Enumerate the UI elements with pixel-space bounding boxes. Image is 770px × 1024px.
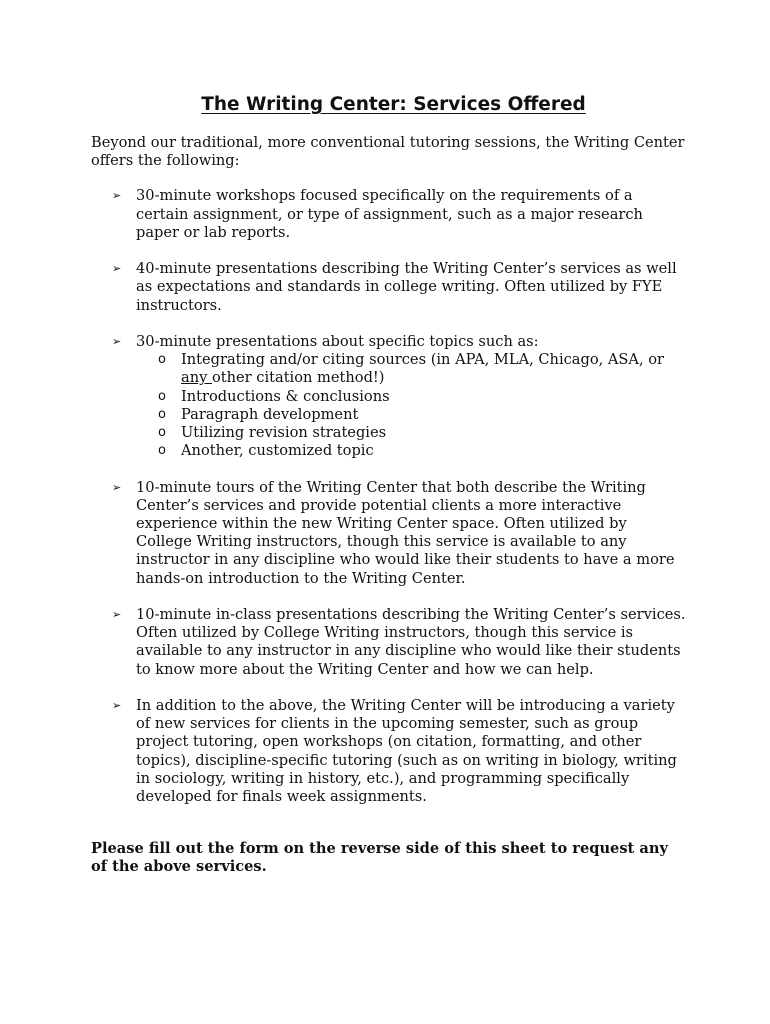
list-item — [91, 187, 686, 242]
circle-bullet-icon: o — [158, 425, 166, 441]
services-list — [91, 187, 686, 806]
list-item — [91, 606, 686, 679]
topic-text-underlined: any — [181, 369, 212, 387]
topic-text: Utilizing revision strategies — [181, 424, 387, 442]
topic-item — [136, 442, 686, 460]
service-text: 10-minute tours of the Writing Center that both describe the Writing Center’s services and provide potential clients a more interactive experience within the new Writing Center space. Often utilized by College Writing instructors, though this service is available to any instructor in any discipline who would like their students to have a more hands-on introduction to the Writing Center. — [136, 478, 675, 587]
list-item — [91, 697, 686, 806]
service-text: In addition to the above, the Writing Center will be introducing a variety of new services for clients in the upcoming semester, such as group project tutoring, open workshops (on citation, formatting, and other topics), discipline-specific tutoring (such as on writing in biology, writing in sociology, writing in history, etc.), and programming specifically developed for finals week assignments. — [136, 697, 677, 806]
closing-note: Please fill out the form on the reverse side of this sheet to request any of the above services. — [91, 840, 668, 876]
topic-text: Paragraph development — [181, 405, 359, 423]
intro-paragraph: Beyond our traditional, more conventional tutoring sessions, the Writing Center offers the following: — [91, 134, 685, 170]
topic-item — [136, 406, 686, 424]
topic-text-a: Integrating and/or citing sources (in APA, MLA, Chicago, ASA, or — [181, 351, 665, 369]
document-page — [91, 92, 686, 891]
arrow-bullet-icon: ➢ — [112, 699, 122, 713]
topic-text: Another, customized topic — [181, 442, 374, 460]
service-text: 30-minute presentations about specific topics such as: — [136, 333, 539, 350]
arrow-bullet-icon: ➢ — [112, 262, 122, 276]
title-strong: The Writing Center — [201, 94, 400, 115]
circle-bullet-icon: o — [158, 388, 166, 404]
topics-list — [136, 351, 686, 460]
list-item — [91, 333, 686, 460]
topic-item — [136, 424, 686, 442]
list-item — [91, 479, 686, 588]
topic-text-b: other citation method!) — [211, 369, 385, 387]
arrow-bullet-icon: ➢ — [112, 335, 122, 348]
list-item — [91, 260, 686, 315]
page-title — [101, 92, 686, 118]
arrow-bullet-icon: ➢ — [112, 608, 122, 622]
service-text: 40-minute presentations describing the Writing Center’s services as well as expectations and standards in college writing. Often utilized by FYE instructors. — [136, 260, 677, 314]
service-text: 10-minute in-class presentations describing the Writing Center’s services. Often utilized by College Writing instructors, though this service is available to any instructor in any discipline who would like their students to know more about the Writing Center and how we can help. — [136, 606, 686, 678]
topic-item — [136, 351, 686, 387]
topic-item — [136, 388, 686, 406]
arrow-bullet-icon: ➢ — [112, 480, 122, 494]
circle-bullet-icon: o — [158, 352, 166, 368]
circle-bullet-icon: o — [158, 406, 166, 422]
circle-bullet-icon: o — [158, 443, 166, 459]
arrow-bullet-icon: ➢ — [112, 189, 122, 203]
service-text: 30-minute workshops focused specifically on the requirements of a certain assignment, or type of assignment, such as a major research paper or lab reports. — [136, 187, 643, 241]
topic-text: Introductions & conclusions — [181, 387, 390, 405]
title-rest: : Services Offered — [399, 94, 586, 115]
